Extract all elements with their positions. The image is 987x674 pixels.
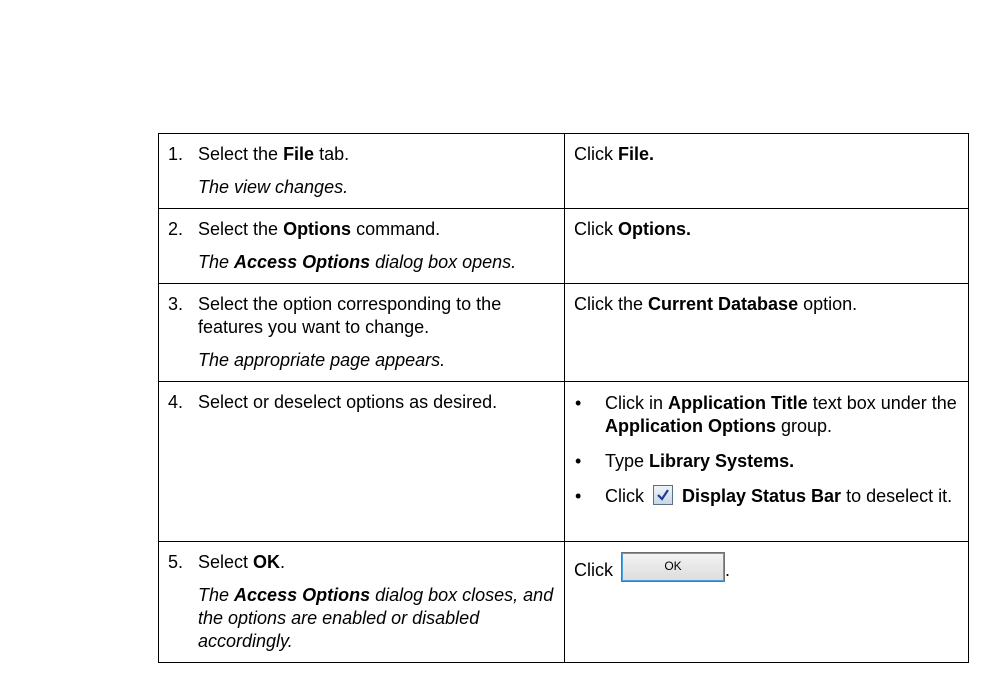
bullet-icon: • bbox=[575, 393, 582, 413]
text-run: text box under the bbox=[807, 393, 957, 413]
action-bullet-item bbox=[574, 392, 960, 438]
step-row bbox=[159, 134, 969, 209]
text-run: . bbox=[725, 560, 731, 580]
step-action-cell bbox=[565, 542, 969, 663]
text-run: group. bbox=[776, 416, 833, 436]
text-run: . bbox=[280, 552, 286, 572]
bold-term: Display Status Bar bbox=[677, 486, 842, 506]
text-run: Select the bbox=[198, 219, 284, 239]
bold-term: OK bbox=[253, 552, 281, 572]
bold-term: File. bbox=[618, 144, 655, 164]
step-number: 1. bbox=[168, 144, 184, 164]
bold-term: Application Options bbox=[605, 416, 776, 436]
step-action-cell bbox=[565, 284, 969, 382]
text-run: Click bbox=[574, 144, 618, 164]
procedure-table bbox=[158, 133, 969, 663]
checkbox-checked-icon bbox=[653, 485, 673, 505]
bold-term: File bbox=[283, 144, 315, 164]
step-action-cell bbox=[565, 134, 969, 209]
text-run: Select bbox=[198, 552, 254, 572]
step-instruction bbox=[198, 218, 556, 241]
text-run: Select the option corresponding to the features you want to change. bbox=[198, 294, 502, 337]
step-result bbox=[198, 251, 556, 274]
bold-term: Application Title bbox=[668, 393, 808, 413]
step-action bbox=[574, 559, 960, 582]
step-result bbox=[198, 349, 556, 372]
action-bullet-item bbox=[574, 485, 960, 508]
text-run: Type bbox=[605, 451, 650, 471]
text-run: Select or deselect options as desired. bbox=[198, 392, 498, 412]
text-run: dialog box opens. bbox=[370, 252, 517, 272]
bullet-text bbox=[605, 450, 794, 473]
step-row bbox=[159, 284, 969, 382]
text-run: Click bbox=[574, 560, 618, 580]
step-result bbox=[198, 584, 556, 653]
text-run: to deselect it. bbox=[841, 486, 953, 506]
text-run: option. bbox=[798, 294, 858, 314]
bullet-text bbox=[605, 485, 952, 508]
text-run: The appropriate page appears. bbox=[198, 350, 446, 370]
bullet-icon: • bbox=[575, 451, 582, 471]
step-instruction-cell bbox=[159, 209, 565, 284]
action-bullet-list bbox=[574, 392, 960, 508]
step-instruction-cell bbox=[159, 382, 565, 542]
step-action bbox=[574, 143, 960, 166]
text-run: The view changes. bbox=[198, 177, 349, 197]
text-run: The bbox=[198, 252, 235, 272]
step-row bbox=[159, 542, 969, 663]
bold-term: Access Options bbox=[234, 585, 371, 605]
text-run: Click in bbox=[605, 393, 669, 413]
step-instruction bbox=[198, 551, 556, 574]
bullet-text bbox=[605, 392, 960, 438]
step-row bbox=[159, 382, 969, 542]
text-run: Click bbox=[605, 486, 649, 506]
step-instruction bbox=[198, 391, 556, 414]
step-result bbox=[198, 176, 556, 199]
step-row bbox=[159, 209, 969, 284]
bold-term: Options. bbox=[618, 219, 691, 239]
step-action-cell bbox=[565, 382, 969, 542]
action-bullet-item bbox=[574, 450, 960, 473]
text-run: Select the bbox=[198, 144, 284, 164]
text-run: The bbox=[198, 585, 235, 605]
step-instruction bbox=[198, 293, 556, 339]
step-action bbox=[574, 293, 960, 316]
text-run: Click the bbox=[574, 294, 649, 314]
step-instruction-cell bbox=[159, 134, 565, 209]
procedure-table-body bbox=[159, 134, 969, 663]
text-run: dialog box closes, and the options are enabled or disabled accordingly. bbox=[198, 585, 554, 651]
step-instruction-cell bbox=[159, 542, 565, 663]
step-number: 4. bbox=[168, 392, 184, 412]
bold-term: Current Database bbox=[648, 294, 799, 314]
bold-term: Library Systems. bbox=[649, 451, 795, 471]
step-instruction-cell bbox=[159, 284, 565, 382]
step-number: 5. bbox=[168, 552, 184, 572]
bold-term: Access Options bbox=[234, 252, 371, 272]
step-number: 2. bbox=[168, 219, 184, 239]
text-run: tab. bbox=[314, 144, 350, 164]
text-run: Click bbox=[574, 219, 618, 239]
bullet-icon: • bbox=[575, 486, 582, 506]
ok-button-image: OK bbox=[621, 552, 725, 582]
text-run: command. bbox=[351, 219, 441, 239]
step-action-cell bbox=[565, 209, 969, 284]
step-instruction bbox=[198, 143, 556, 166]
bold-term: Options bbox=[283, 219, 352, 239]
step-action bbox=[574, 218, 960, 241]
step-number: 3. bbox=[168, 294, 184, 314]
